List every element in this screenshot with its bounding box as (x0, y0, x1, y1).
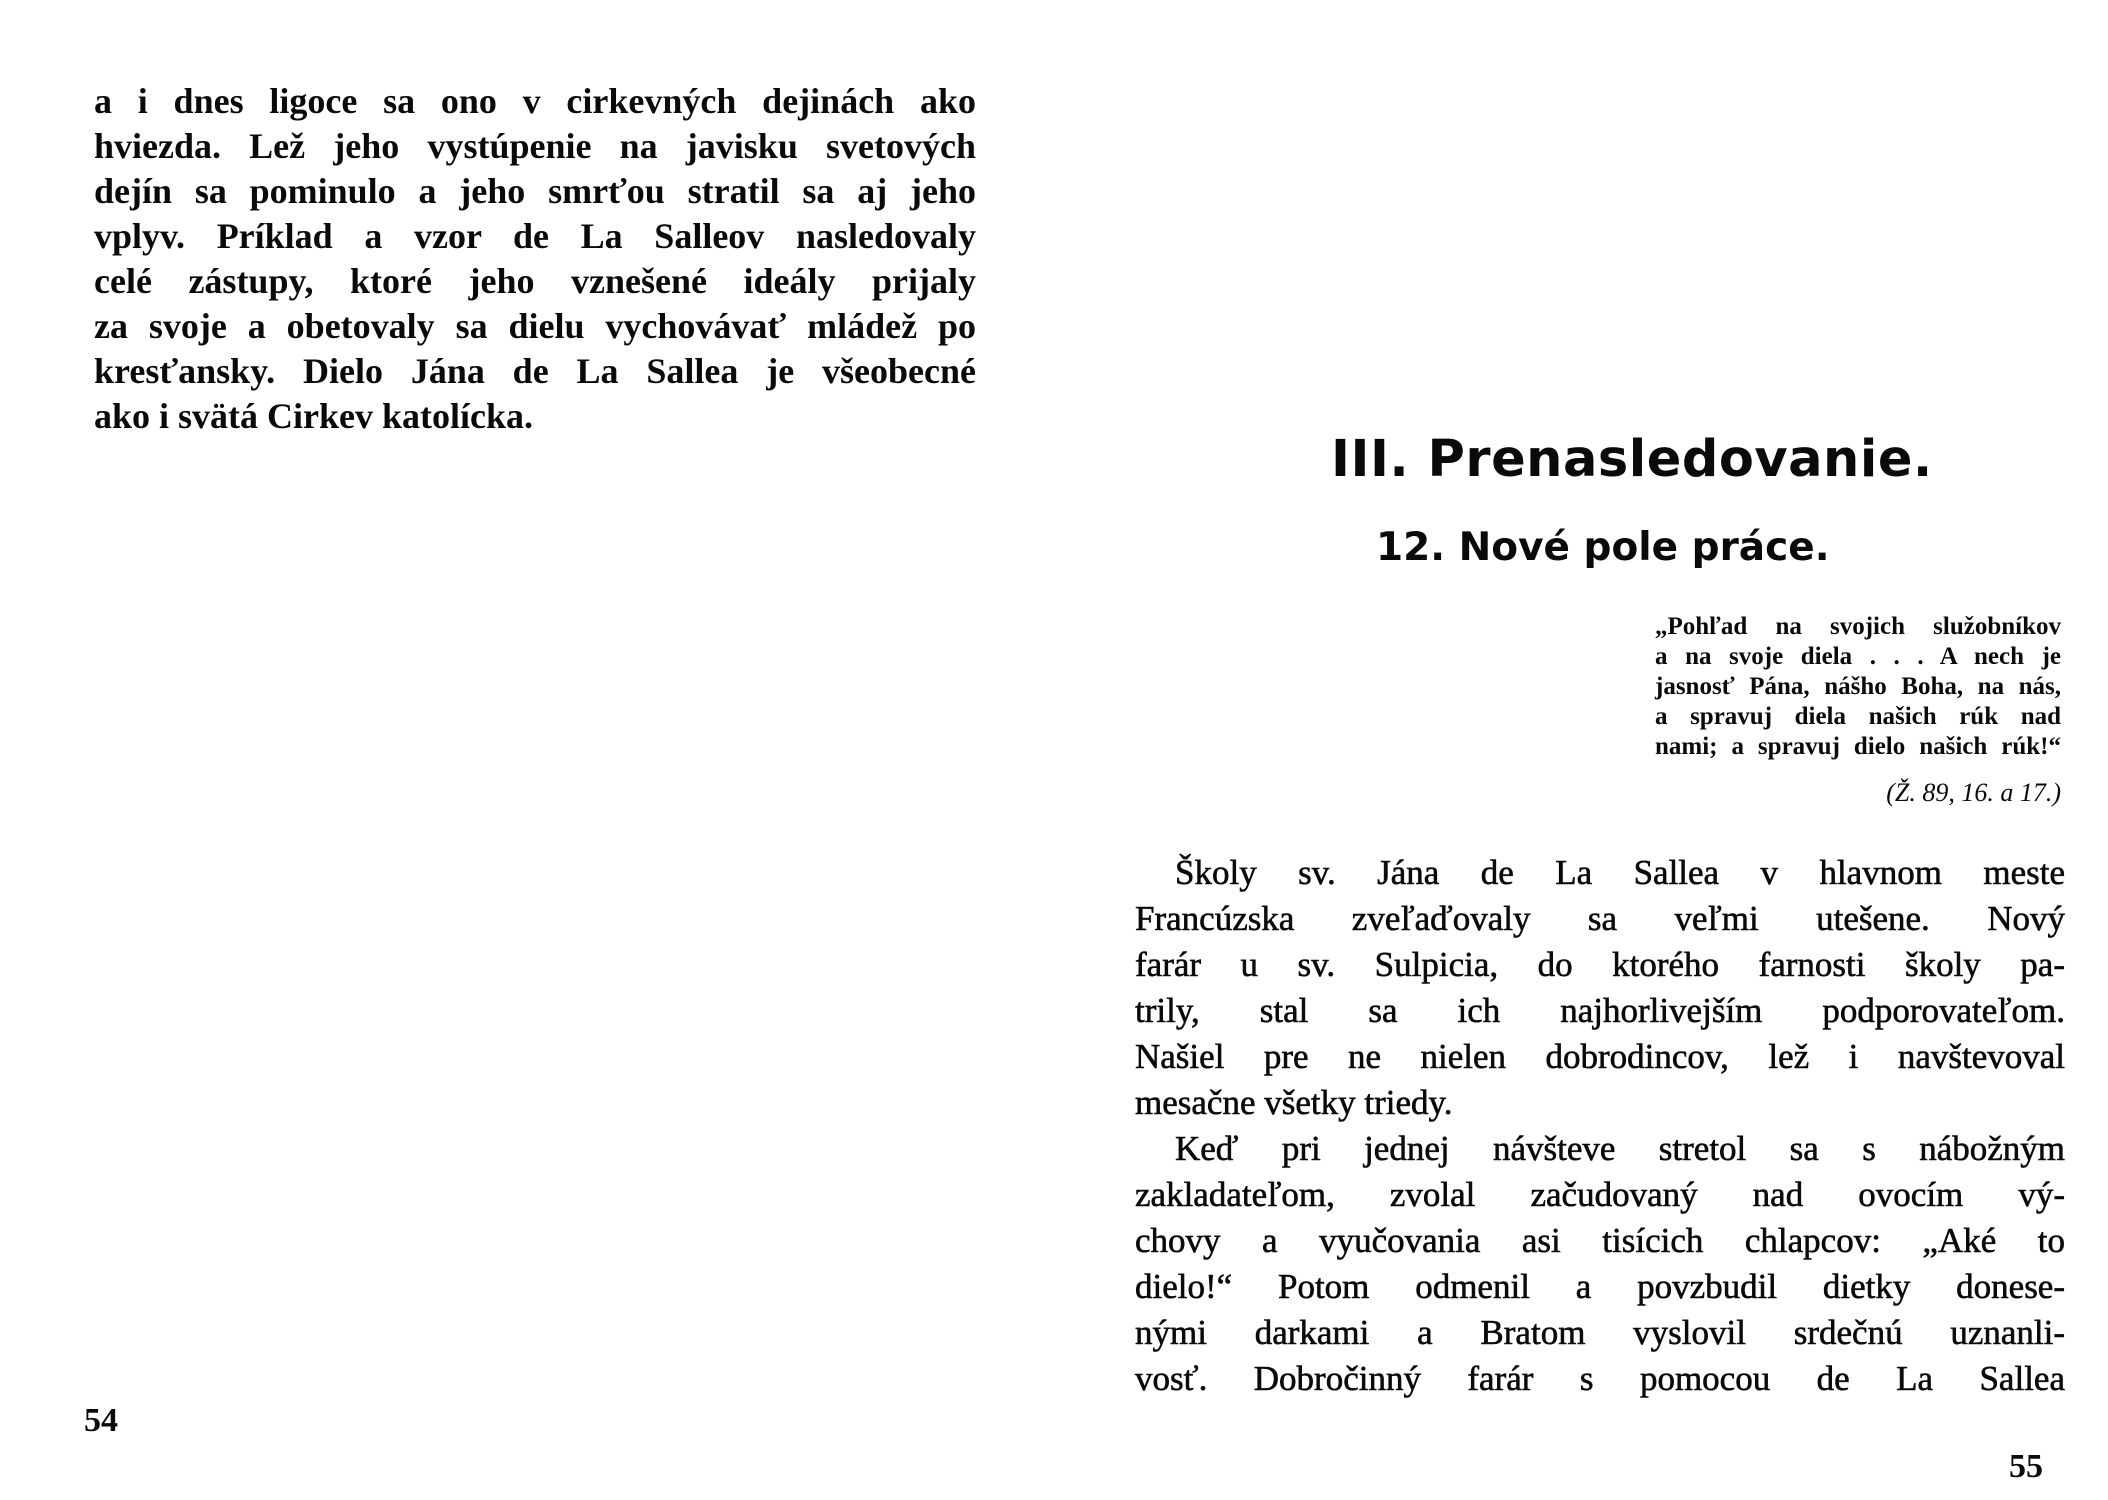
left-text-line: ako i svätá Cirkev katolícka. (94, 396, 534, 436)
left-text-line: vplyv. Príklad a vzor de La Salleov nasledovaly (94, 216, 976, 256)
body-text-line: chovy a vyučovania asi tisícich chlapcov: „Aké to (1135, 1221, 2065, 1260)
body-text-line: Francúzska zveľaďovaly sa veľmi utešene. Nový (1135, 899, 2065, 938)
motto-line: nami; a spravuj dielo našich rúk!“ (1655, 733, 2061, 760)
body-text-line: nými darkami a Bratom vyslovil srdečnú uznanli- (1135, 1313, 2065, 1352)
left-text-line: dejín sa pominulo a jeho smrťou stratil sa aj jeho (94, 171, 976, 211)
chapter-title: III. Prenasledovanie. (1331, 430, 1933, 489)
motto-line: a spravuj diela našich rúk nad (1655, 703, 2061, 730)
left-text-line: za svoje a obetovaly sa dielu vychovávať mládež po (94, 306, 976, 346)
motto-line: „Pohľad na svojich služobníkov (1655, 613, 2061, 640)
left-text-line: a i dnes ligoce sa ono v cirkevných dejinách ako (94, 81, 976, 121)
page-number-right: 55 (2009, 1448, 2043, 1485)
body-text-line: Školy sv. Jána de La Sallea v hlavnom meste (1175, 853, 2065, 892)
right-page (1054, 0, 2108, 1500)
body-text-line: vosť. Dobročinný farár s pomocou de La Sallea (1135, 1359, 2065, 1398)
motto-line: a na svoje diela . . . A nech je (1655, 643, 2061, 670)
body-text-line: mesačne všetky triedy. (1135, 1083, 1453, 1122)
body-text-line: farár u sv. Sulpicia, do ktorého farnosti školy pa- (1135, 945, 2065, 984)
body-text-line: zakladateľom, zvolal začudovaný nad ovocím vý- (1135, 1175, 2065, 1214)
motto-line: jasnosť Pána, nášho Boha, na nás, (1655, 673, 2061, 700)
left-text-line: celé zástupy, ktoré jeho vznešené ideály prijaly (94, 261, 976, 301)
body-text-line: dielo!“ Potom odmenil a povzbudil dietky donese- (1135, 1267, 2065, 1306)
body-text-line: trily, stal sa ich najhorlivejším podporovateľom. (1135, 991, 2065, 1030)
body-text-line: Našiel pre ne nielen dobrodincov, lež i navštevoval (1135, 1037, 2065, 1076)
body-text-line: Keď pri jednej návšteve stretol sa s nábožným (1175, 1129, 2065, 1168)
motto-reference: (Ž. 89, 16. a 17.) (1886, 778, 2061, 807)
left-text-line: hviezda. Lež jeho vystúpenie na javisku svetových (94, 126, 976, 166)
left-text-line: kresťansky. Dielo Jána de La Sallea je všeobecné (94, 351, 976, 391)
page-number-left: 54 (84, 1402, 118, 1439)
section-title: 12. Nové pole práce. (1376, 525, 1830, 570)
